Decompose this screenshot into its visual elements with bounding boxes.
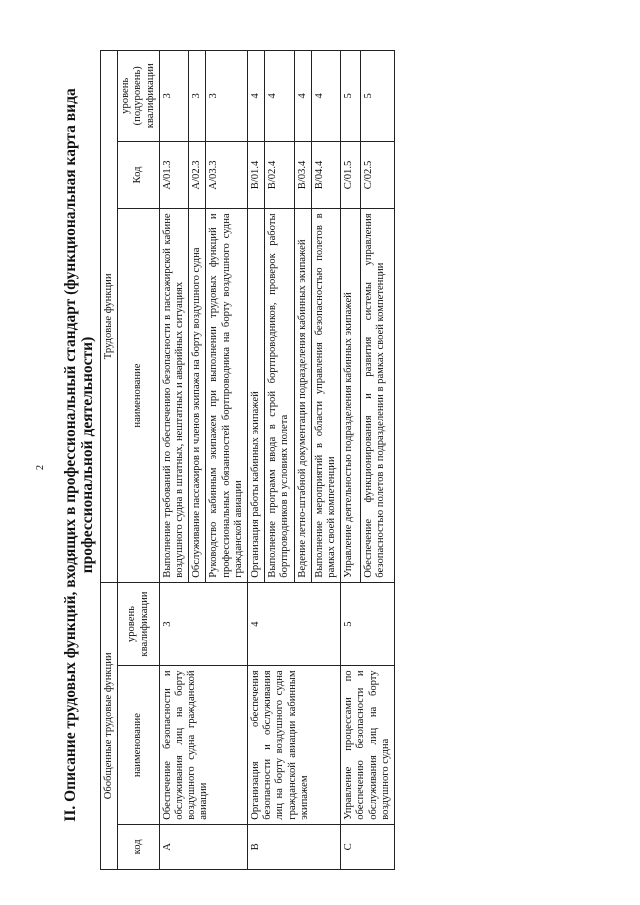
function-name: Выполнение программ ввода в строй бортпроводников, проверок работы бортпроводников в условиях полета bbox=[265, 209, 294, 582]
function-code: B/01.4 bbox=[248, 141, 265, 209]
function-level: 5 bbox=[361, 51, 395, 142]
function-code: A/02.3 bbox=[189, 141, 206, 209]
function-level: 4 bbox=[294, 51, 311, 142]
function-level: 3 bbox=[206, 51, 248, 142]
header-name: наименование bbox=[118, 666, 160, 824]
group-level: 3 bbox=[159, 582, 247, 666]
function-name: Обеспечение функционирования и развития системы управления безопасностью полетов в подразделении в рамках своей компетенции bbox=[361, 209, 395, 582]
function-name: Организация работы кабинных экипажей bbox=[248, 209, 265, 582]
header-tf-name: наименование bbox=[118, 209, 160, 582]
function-name: Ведение летно-штабной документации подразделения кабинных экипажей bbox=[294, 209, 311, 582]
table-row bbox=[159, 51, 188, 870]
rotated-document-content bbox=[62, 40, 582, 870]
header-level: уровень квалификации bbox=[118, 582, 160, 666]
function-code: A/03.3 bbox=[206, 141, 248, 209]
function-name: Выполнение мероприятий в области управления безопасностью полетов в рамках своей компетенции bbox=[311, 209, 340, 582]
function-code: C/02.5 bbox=[361, 141, 395, 209]
header-code: код bbox=[118, 824, 160, 869]
function-level: 4 bbox=[265, 51, 294, 142]
group-name: Управление процессами по обеспечению безопасности и обслуживания лиц на борту воздушного судна bbox=[341, 666, 395, 824]
function-level: 4 bbox=[311, 51, 340, 142]
function-level: 3 bbox=[159, 51, 188, 142]
function-code: B/03.4 bbox=[294, 141, 311, 209]
function-code: C/01.5 bbox=[341, 141, 361, 209]
section-title: II. Описание трудовых функций, входящих в профессиональный стандарт (функциональная карта вида профессиональной деятельности) bbox=[62, 88, 96, 822]
functional-map-table bbox=[100, 50, 395, 870]
table-row bbox=[341, 51, 361, 870]
group-level: 4 bbox=[248, 582, 341, 666]
header-tf-level: уровень (подуровень) квалификации bbox=[118, 51, 160, 142]
page-number: 2 bbox=[35, 465, 46, 470]
function-code: B/04.4 bbox=[311, 141, 340, 209]
group-name: Обеспечение безопасности и обслуживания лиц на борту воздушного судна гражданской авиации bbox=[159, 666, 247, 824]
group-code: C bbox=[341, 824, 395, 869]
function-name: Руководство кабинным экипажем при выполнении трудовых функций и профессиональных обязанностей бортпроводника на борту воздушного судна гражданской авиации bbox=[206, 209, 248, 582]
header-tf-code: Код bbox=[118, 141, 160, 209]
function-level: 5 bbox=[341, 51, 361, 142]
header-labor-functions: Трудовые функции bbox=[101, 51, 118, 583]
header-generalized-functions: Обобщенные трудовые функции bbox=[101, 582, 118, 869]
function-name: Обслуживание пассажиров и членов экипажа на борту воздушного судна bbox=[189, 209, 206, 582]
group-code: A bbox=[159, 824, 247, 869]
table-header-row bbox=[101, 51, 118, 870]
table-subheader-row bbox=[118, 51, 160, 870]
function-level: 4 bbox=[248, 51, 265, 142]
function-name: Управление деятельностью подразделения кабинных экипажей bbox=[341, 209, 361, 582]
function-code: B/02.4 bbox=[265, 141, 294, 209]
function-name: Выполнение требований по обеспечению безопасности в пассажирской кабине воздушного судна в штатных, нештатных и аварийных ситуациях bbox=[159, 209, 188, 582]
group-name: Организация обеспечения безопасности и обслуживания лиц на борту воздушного судна гражданской авиации кабинным экипажем bbox=[248, 666, 341, 824]
group-code: B bbox=[248, 824, 341, 869]
function-code: A/01.3 bbox=[159, 141, 188, 209]
group-level: 5 bbox=[341, 582, 395, 666]
table-row bbox=[248, 51, 265, 870]
function-level: 3 bbox=[189, 51, 206, 142]
